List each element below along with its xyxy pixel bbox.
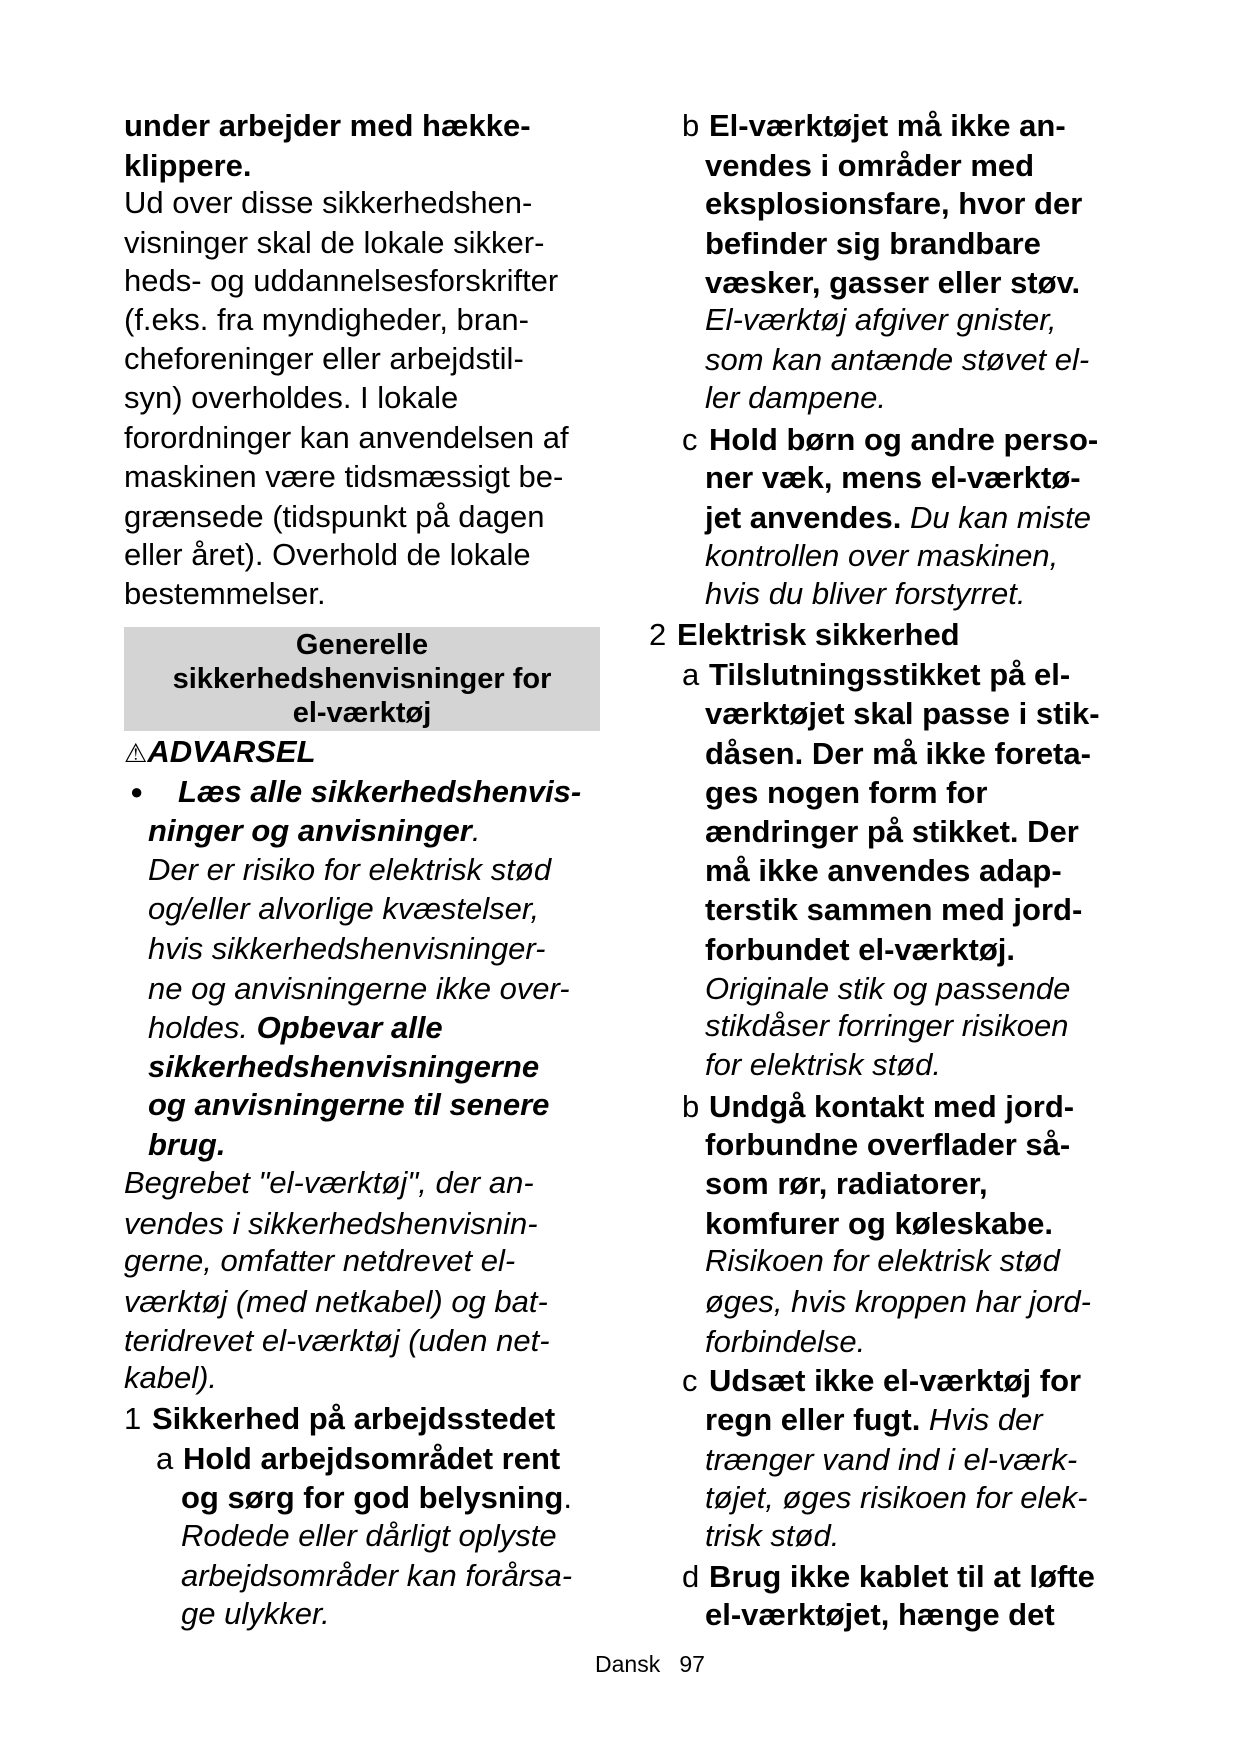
text-line: syn) overholdes. I lokale: [124, 380, 459, 415]
text-line: komfurer og køleskabe.: [705, 1206, 1054, 1241]
text-line: trænger vand ind i el-værk-: [705, 1442, 1078, 1477]
text-line: eller året). Overhold de lokale: [124, 537, 531, 572]
text-line: som kan antænde støvet el-: [705, 342, 1090, 377]
text-line: teridrevet el-værktøj (uden net-: [124, 1323, 550, 1358]
text-line: for elektrisk stød.: [705, 1047, 941, 1082]
text-line: under arbejder med hække-: [124, 108, 531, 143]
text-segment: og sørg for god belysning: [181, 1480, 564, 1515]
text-line: vendes i sikkerhedshenvisnin-: [124, 1206, 538, 1241]
text-segment: .: [563, 1480, 572, 1515]
text-segment: Hvis der: [920, 1402, 1043, 1437]
text-line: og/eller alvorlige kvæstelser,: [148, 891, 540, 926]
text-line: Risikoen for elektrisk stød: [705, 1243, 1060, 1278]
text-line: cheforeninger eller arbejdstil-: [124, 341, 524, 376]
text-line: forbindelse.: [705, 1324, 866, 1359]
text-line: brug.: [148, 1127, 226, 1162]
text-line: ner væk, mens el-værktø-: [705, 460, 1081, 495]
text-line: og anvisningerne til senere: [148, 1087, 550, 1122]
text-line: (f.eks. fra myndigheder, bran-: [124, 302, 529, 337]
text-line: forbundne overflader så-: [705, 1127, 1071, 1162]
text-segment: regn eller fugt.: [705, 1402, 921, 1437]
text-line: hvis du bliver forstyrret.: [705, 576, 1026, 611]
text-line: tøjet, øges risikoen for elek-: [705, 1480, 1088, 1515]
text-line: Hold arbejdsområdet rent: [183, 1441, 561, 1476]
text-line: Læs alle sikkerhedshenvis-: [178, 774, 582, 809]
text-line: forbundet el-værktøj.: [705, 932, 1016, 967]
text-line: trisk stød.: [705, 1518, 840, 1553]
text-line: værktøjet skal passe i stik-: [705, 696, 1100, 731]
text-line: Hold børn og andre perso-: [709, 422, 1099, 457]
text-line: Undgå kontakt med jord-: [709, 1089, 1075, 1124]
text-line: el-værktøjet, hænge det: [705, 1597, 1055, 1632]
page-number: 97: [679, 1651, 705, 1677]
text-line: ge ulykker.: [181, 1596, 330, 1631]
text-line: værktøj (med netkabel) og bat-: [124, 1284, 548, 1319]
text-line: visninger skal de lokale sikker-: [124, 225, 545, 260]
text-line: ges nogen form for: [705, 775, 988, 810]
list-number: 1: [124, 1401, 142, 1436]
text-line: forordninger kan anvendelsen af: [124, 420, 569, 455]
text-line: terstik sammen med jord-: [705, 892, 1083, 927]
text-line: stikdåser forringer risikoen: [705, 1008, 1069, 1043]
text-line: Brug ikke kablet til at løfte: [709, 1559, 1095, 1594]
list-letter: a: [682, 657, 700, 692]
text-line: El-værktøj afgiver gnister,: [705, 302, 1057, 337]
text-line: væsker, gasser eller støv.: [705, 265, 1081, 300]
text-line: Originale stik og passende: [705, 971, 1071, 1006]
list-letter: c: [682, 422, 698, 457]
text-segment: ninger og anvisninger: [148, 813, 472, 848]
text-line: Tilslutningsstikket på el-: [709, 657, 1071, 692]
text-line: Der er risiko for elektrisk stød: [148, 852, 552, 887]
text-line: må ikke anvendes adap-: [705, 853, 1062, 888]
text-segment: Opbevar alle: [256, 1010, 443, 1045]
text-line: Ud over disse sikkerhedshen-: [124, 185, 533, 220]
text-line: ne og anvisningerne ikke over-: [148, 971, 570, 1006]
text-line: øges, hvis kroppen har jord-: [705, 1284, 1091, 1319]
text-line: hvis sikkerhedshenvisninger-: [148, 931, 546, 966]
text-line: befinder sig brandbare: [705, 226, 1041, 261]
text-segment: jet anvendes.: [705, 500, 902, 535]
text-segment: .: [471, 813, 481, 848]
text-line: kabel).: [124, 1360, 218, 1395]
text-line: ændringer på stikket. Der: [705, 814, 1079, 849]
warning-label: [124, 732, 316, 773]
text-line: arbejdsområder kan forårsa-: [181, 1558, 573, 1593]
list-letter: b: [682, 108, 700, 143]
bullet-icon: ●: [130, 779, 144, 804]
text-line: heds- og uddannelsesforskrifter: [124, 263, 559, 298]
warning-text: ADVARSEL: [147, 734, 316, 769]
section-heading-line: Generelle: [295, 629, 429, 661]
text-line: Rodede eller dårligt oplyste: [181, 1518, 557, 1553]
subsection-title: Elektrisk sikkerhed: [677, 617, 960, 652]
text-line: ler dampene.: [705, 380, 886, 415]
section-heading-line: el-værktøj: [292, 697, 432, 729]
warning-triangle-icon: ⚠: [124, 738, 148, 768]
text-line: bestemmelser.: [124, 576, 326, 611]
text-line: klippere.: [124, 148, 252, 183]
section-heading-line: sikkerhedshenvisninger for: [172, 663, 552, 695]
list-letter: c: [682, 1363, 698, 1398]
text-line: Begrebet "el-værktøj", der an-: [124, 1165, 534, 1200]
text-line: El-værktøjet må ikke an-: [709, 108, 1066, 143]
text-line: som rør, radiatorer,: [705, 1166, 988, 1201]
text-line: maskinen være tidsmæssigt be-: [124, 459, 564, 494]
text-line: dåsen. Der må ikke foreta-: [705, 736, 1091, 771]
list-letter: b: [682, 1089, 700, 1124]
list-number: 2: [649, 617, 667, 652]
page-footer: [0, 1651, 1241, 1678]
list-letter: d: [682, 1559, 700, 1594]
text-line: kontrollen over maskinen,: [705, 538, 1059, 573]
section-heading-box: [124, 627, 600, 731]
text-line: sikkerhedshenvisningerne: [148, 1049, 540, 1084]
footer-language: Dansk: [595, 1651, 661, 1677]
text-line: grænsede (tidspunkt på dagen: [124, 499, 545, 534]
list-letter: a: [156, 1441, 174, 1476]
text-segment: holdes.: [148, 1010, 257, 1045]
text-line: eksplosionsfare, hvor der: [705, 186, 1083, 221]
text-segment: Du kan miste: [901, 500, 1091, 535]
text-line: gerne, omfatter netdrevet el-: [124, 1243, 516, 1278]
subsection-title: Sikkerhed på arbejdsstedet: [152, 1401, 556, 1436]
text-line: Udsæt ikke el-værktøj for: [709, 1363, 1082, 1398]
text-line: vendes i områder med: [705, 148, 1035, 183]
